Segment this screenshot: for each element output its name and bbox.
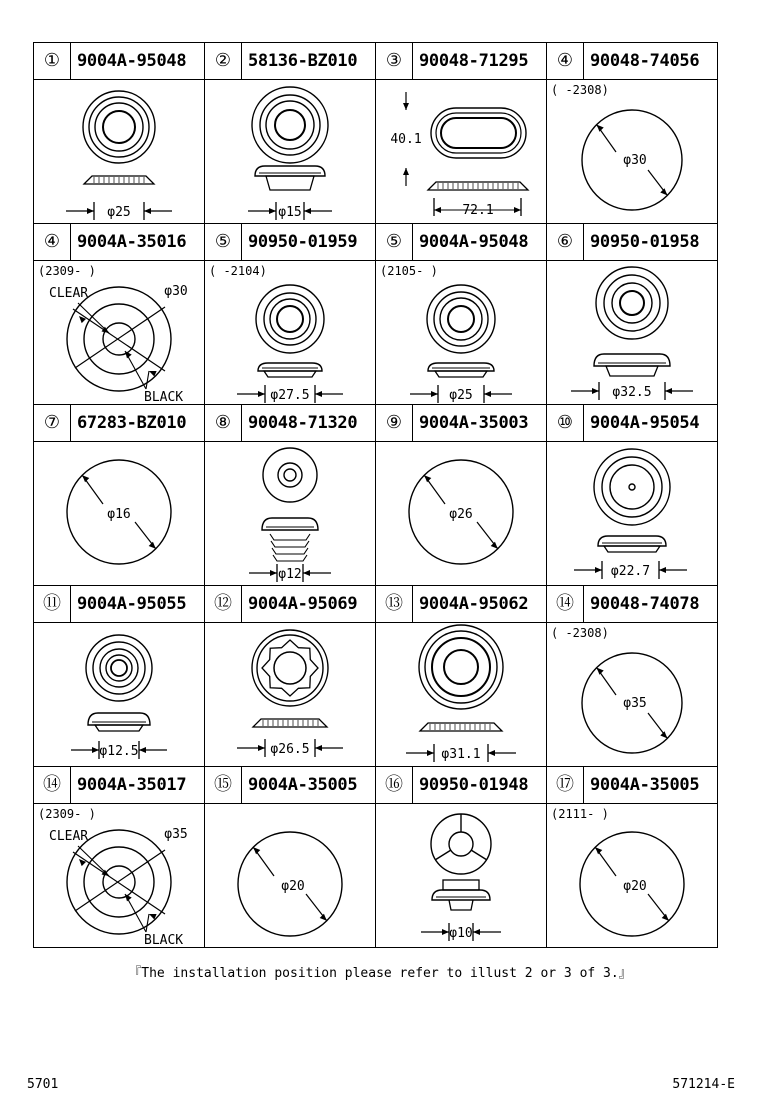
part-number[interactable]: 9004A-35003 xyxy=(419,413,529,433)
diameter-label: φ31.1 xyxy=(441,747,481,762)
part-header-cell xyxy=(34,405,205,442)
part-illustration-cell xyxy=(205,261,376,405)
diameter-label: φ20 xyxy=(281,879,305,894)
part-illustration-cell xyxy=(34,442,205,586)
part-number[interactable]: 67283-BZ010 xyxy=(77,413,187,433)
part-number[interactable]: 90048-74056 xyxy=(590,51,700,71)
callout-number: ② xyxy=(205,43,242,79)
applicability-date: ( -2308) xyxy=(551,83,609,97)
part-number[interactable]: 9004A-95048 xyxy=(77,51,187,71)
part-number[interactable]: 9004A-35016 xyxy=(77,232,187,252)
grommet-drawing xyxy=(376,623,546,766)
part-number[interactable]: 58136-BZ010 xyxy=(248,51,358,71)
height-label: 40.1 xyxy=(390,132,422,147)
part-header-cell xyxy=(547,224,718,261)
diameter-label: φ35 xyxy=(623,696,647,711)
grommet-drawing xyxy=(205,261,375,404)
installation-footnote: 『The installation position please refer to illust 2 or 3 of 3.』 xyxy=(128,966,632,981)
part-number[interactable]: 9004A-95048 xyxy=(419,232,529,252)
part-illustration-cell xyxy=(205,623,376,767)
callout-number: ⑮ xyxy=(205,767,242,803)
grommet-drawing xyxy=(34,623,204,766)
header-row xyxy=(34,224,718,261)
illustration-row xyxy=(34,442,718,586)
part-number[interactable]: 9004A-95062 xyxy=(419,594,529,614)
part-illustration-cell xyxy=(205,442,376,586)
illustration-row xyxy=(34,804,718,948)
part-header-cell xyxy=(34,767,205,804)
grommet-drawing xyxy=(547,623,717,766)
part-header-cell xyxy=(205,224,376,261)
part-number[interactable]: 9004A-35017 xyxy=(77,775,187,795)
callout-number: ⑰ xyxy=(547,767,584,803)
callout-number: ⑤ xyxy=(205,224,242,260)
grommet-drawing xyxy=(34,261,204,404)
callout-number: ⑦ xyxy=(34,405,71,441)
part-illustration-cell xyxy=(547,623,718,767)
part-number[interactable]: 90048-71320 xyxy=(248,413,358,433)
diameter-label: φ12.5 xyxy=(99,744,139,759)
callout-number: ⑪ xyxy=(34,586,71,622)
part-header-cell xyxy=(376,224,547,261)
applicability-date: ( -2308) xyxy=(551,626,609,640)
part-illustration-cell xyxy=(376,623,547,767)
grommet-drawing xyxy=(376,80,546,223)
header-row xyxy=(34,586,718,623)
part-illustration-cell xyxy=(547,80,718,224)
diameter-label: φ35 xyxy=(164,827,188,842)
part-illustration-cell xyxy=(547,261,718,405)
diameter-label: φ26.5 xyxy=(270,742,310,757)
part-header-cell xyxy=(376,586,547,623)
callout-number: ① xyxy=(34,43,71,79)
diameter-label: φ26 xyxy=(449,507,473,522)
illustration-row xyxy=(34,623,718,767)
part-illustration-cell xyxy=(547,442,718,586)
callout-number: ⑭ xyxy=(34,767,71,803)
part-number[interactable]: 90950-01959 xyxy=(248,232,358,252)
diameter-label: φ27.5 xyxy=(270,388,310,403)
black-label: BLACK xyxy=(144,390,184,404)
grommet-drawing xyxy=(205,623,375,766)
diameter-label: φ32.5 xyxy=(612,385,652,400)
grommet-drawing xyxy=(205,804,375,947)
part-header-cell xyxy=(547,405,718,442)
part-illustration-cell xyxy=(376,804,547,948)
part-illustration-cell xyxy=(205,804,376,948)
diameter-label: φ10 xyxy=(449,926,473,941)
illustration-row xyxy=(34,261,718,405)
part-header-cell xyxy=(205,43,376,80)
part-number[interactable]: 90048-74078 xyxy=(590,594,700,614)
part-illustration-cell xyxy=(376,442,547,586)
diameter-label: φ12 xyxy=(278,567,302,582)
applicability-date: (2309- ) xyxy=(38,264,96,278)
part-illustration-cell xyxy=(34,623,205,767)
part-header-cell xyxy=(205,405,376,442)
part-number[interactable]: 9004A-95069 xyxy=(248,594,358,614)
callout-number: ⑯ xyxy=(376,767,413,803)
part-number[interactable]: 9004A-95054 xyxy=(590,413,700,433)
parts-grid xyxy=(33,42,718,948)
part-header-cell xyxy=(547,767,718,804)
part-number[interactable]: 9004A-95055 xyxy=(77,594,187,614)
part-header-cell xyxy=(34,43,205,80)
part-illustration-cell xyxy=(376,80,547,224)
part-illustration-cell xyxy=(34,80,205,224)
part-illustration-cell xyxy=(547,804,718,948)
applicability-date: (2105- ) xyxy=(380,264,438,278)
callout-number: ⑨ xyxy=(376,405,413,441)
grommet-drawing xyxy=(547,442,717,585)
grommet-drawing xyxy=(205,442,375,585)
part-illustration-cell xyxy=(34,261,205,405)
grommet-drawing xyxy=(376,804,546,947)
part-number[interactable]: 90048-71295 xyxy=(419,51,529,71)
callout-number: ⑫ xyxy=(205,586,242,622)
diameter-label: φ25 xyxy=(449,388,473,403)
applicability-date: (2111- ) xyxy=(551,807,609,821)
diameter-label: φ30 xyxy=(164,284,188,299)
part-header-cell xyxy=(34,224,205,261)
part-illustration-cell xyxy=(376,261,547,405)
grommet-drawing xyxy=(547,261,717,404)
clear-label: CLEAR xyxy=(49,286,89,301)
diameter-label: φ20 xyxy=(623,879,647,894)
callout-number: ③ xyxy=(376,43,413,79)
part-header-cell xyxy=(205,586,376,623)
clear-label: CLEAR xyxy=(49,829,89,844)
header-row xyxy=(34,43,718,80)
callout-number: ⑩ xyxy=(547,405,584,441)
grommet-drawing xyxy=(34,80,204,223)
callout-number: ④ xyxy=(34,224,71,260)
grommet-drawing xyxy=(376,442,546,585)
part-header-cell xyxy=(34,586,205,623)
diameter-label: φ22.7 xyxy=(610,564,651,579)
diameter-label: φ16 xyxy=(107,507,131,522)
part-number[interactable]: 9004A-35005 xyxy=(248,775,358,795)
callout-number: ④ xyxy=(547,43,584,79)
part-illustration-cell xyxy=(34,804,205,948)
part-number[interactable]: 9004A-35005 xyxy=(590,775,700,795)
part-header-cell xyxy=(547,43,718,80)
callout-number: ⑬ xyxy=(376,586,413,622)
part-header-cell xyxy=(376,43,547,80)
applicability-date: ( -2104) xyxy=(209,264,267,278)
document-id: 571214-E xyxy=(672,1077,735,1092)
callout-number: ⑭ xyxy=(547,586,584,622)
grommet-drawing xyxy=(34,442,204,585)
part-header-cell xyxy=(376,767,547,804)
page-number: 5701 xyxy=(27,1077,59,1092)
header-row xyxy=(34,405,718,442)
callout-number: ⑥ xyxy=(547,224,584,260)
illustration-row xyxy=(34,80,718,224)
applicability-date: (2309- ) xyxy=(38,807,96,821)
black-label: BLACK xyxy=(144,933,184,947)
grommet-drawing xyxy=(376,261,546,404)
part-number[interactable]: 90950-01948 xyxy=(419,775,529,795)
diameter-label: φ15 xyxy=(278,205,302,220)
header-row xyxy=(34,767,718,804)
part-number[interactable]: 90950-01958 xyxy=(590,232,700,252)
part-header-cell xyxy=(376,405,547,442)
diameter-label: φ30 xyxy=(623,153,647,168)
part-illustration-cell xyxy=(205,80,376,224)
callout-number: ⑧ xyxy=(205,405,242,441)
callout-number: ⑤ xyxy=(376,224,413,260)
part-header-cell xyxy=(547,586,718,623)
grommet-drawing xyxy=(205,80,375,223)
grommet-drawing xyxy=(34,804,204,947)
part-header-cell xyxy=(205,767,376,804)
width-label: 72.1 xyxy=(462,203,494,218)
diameter-label: φ25 xyxy=(107,205,131,220)
grommet-drawing xyxy=(547,804,717,947)
grommet-drawing xyxy=(547,80,717,223)
